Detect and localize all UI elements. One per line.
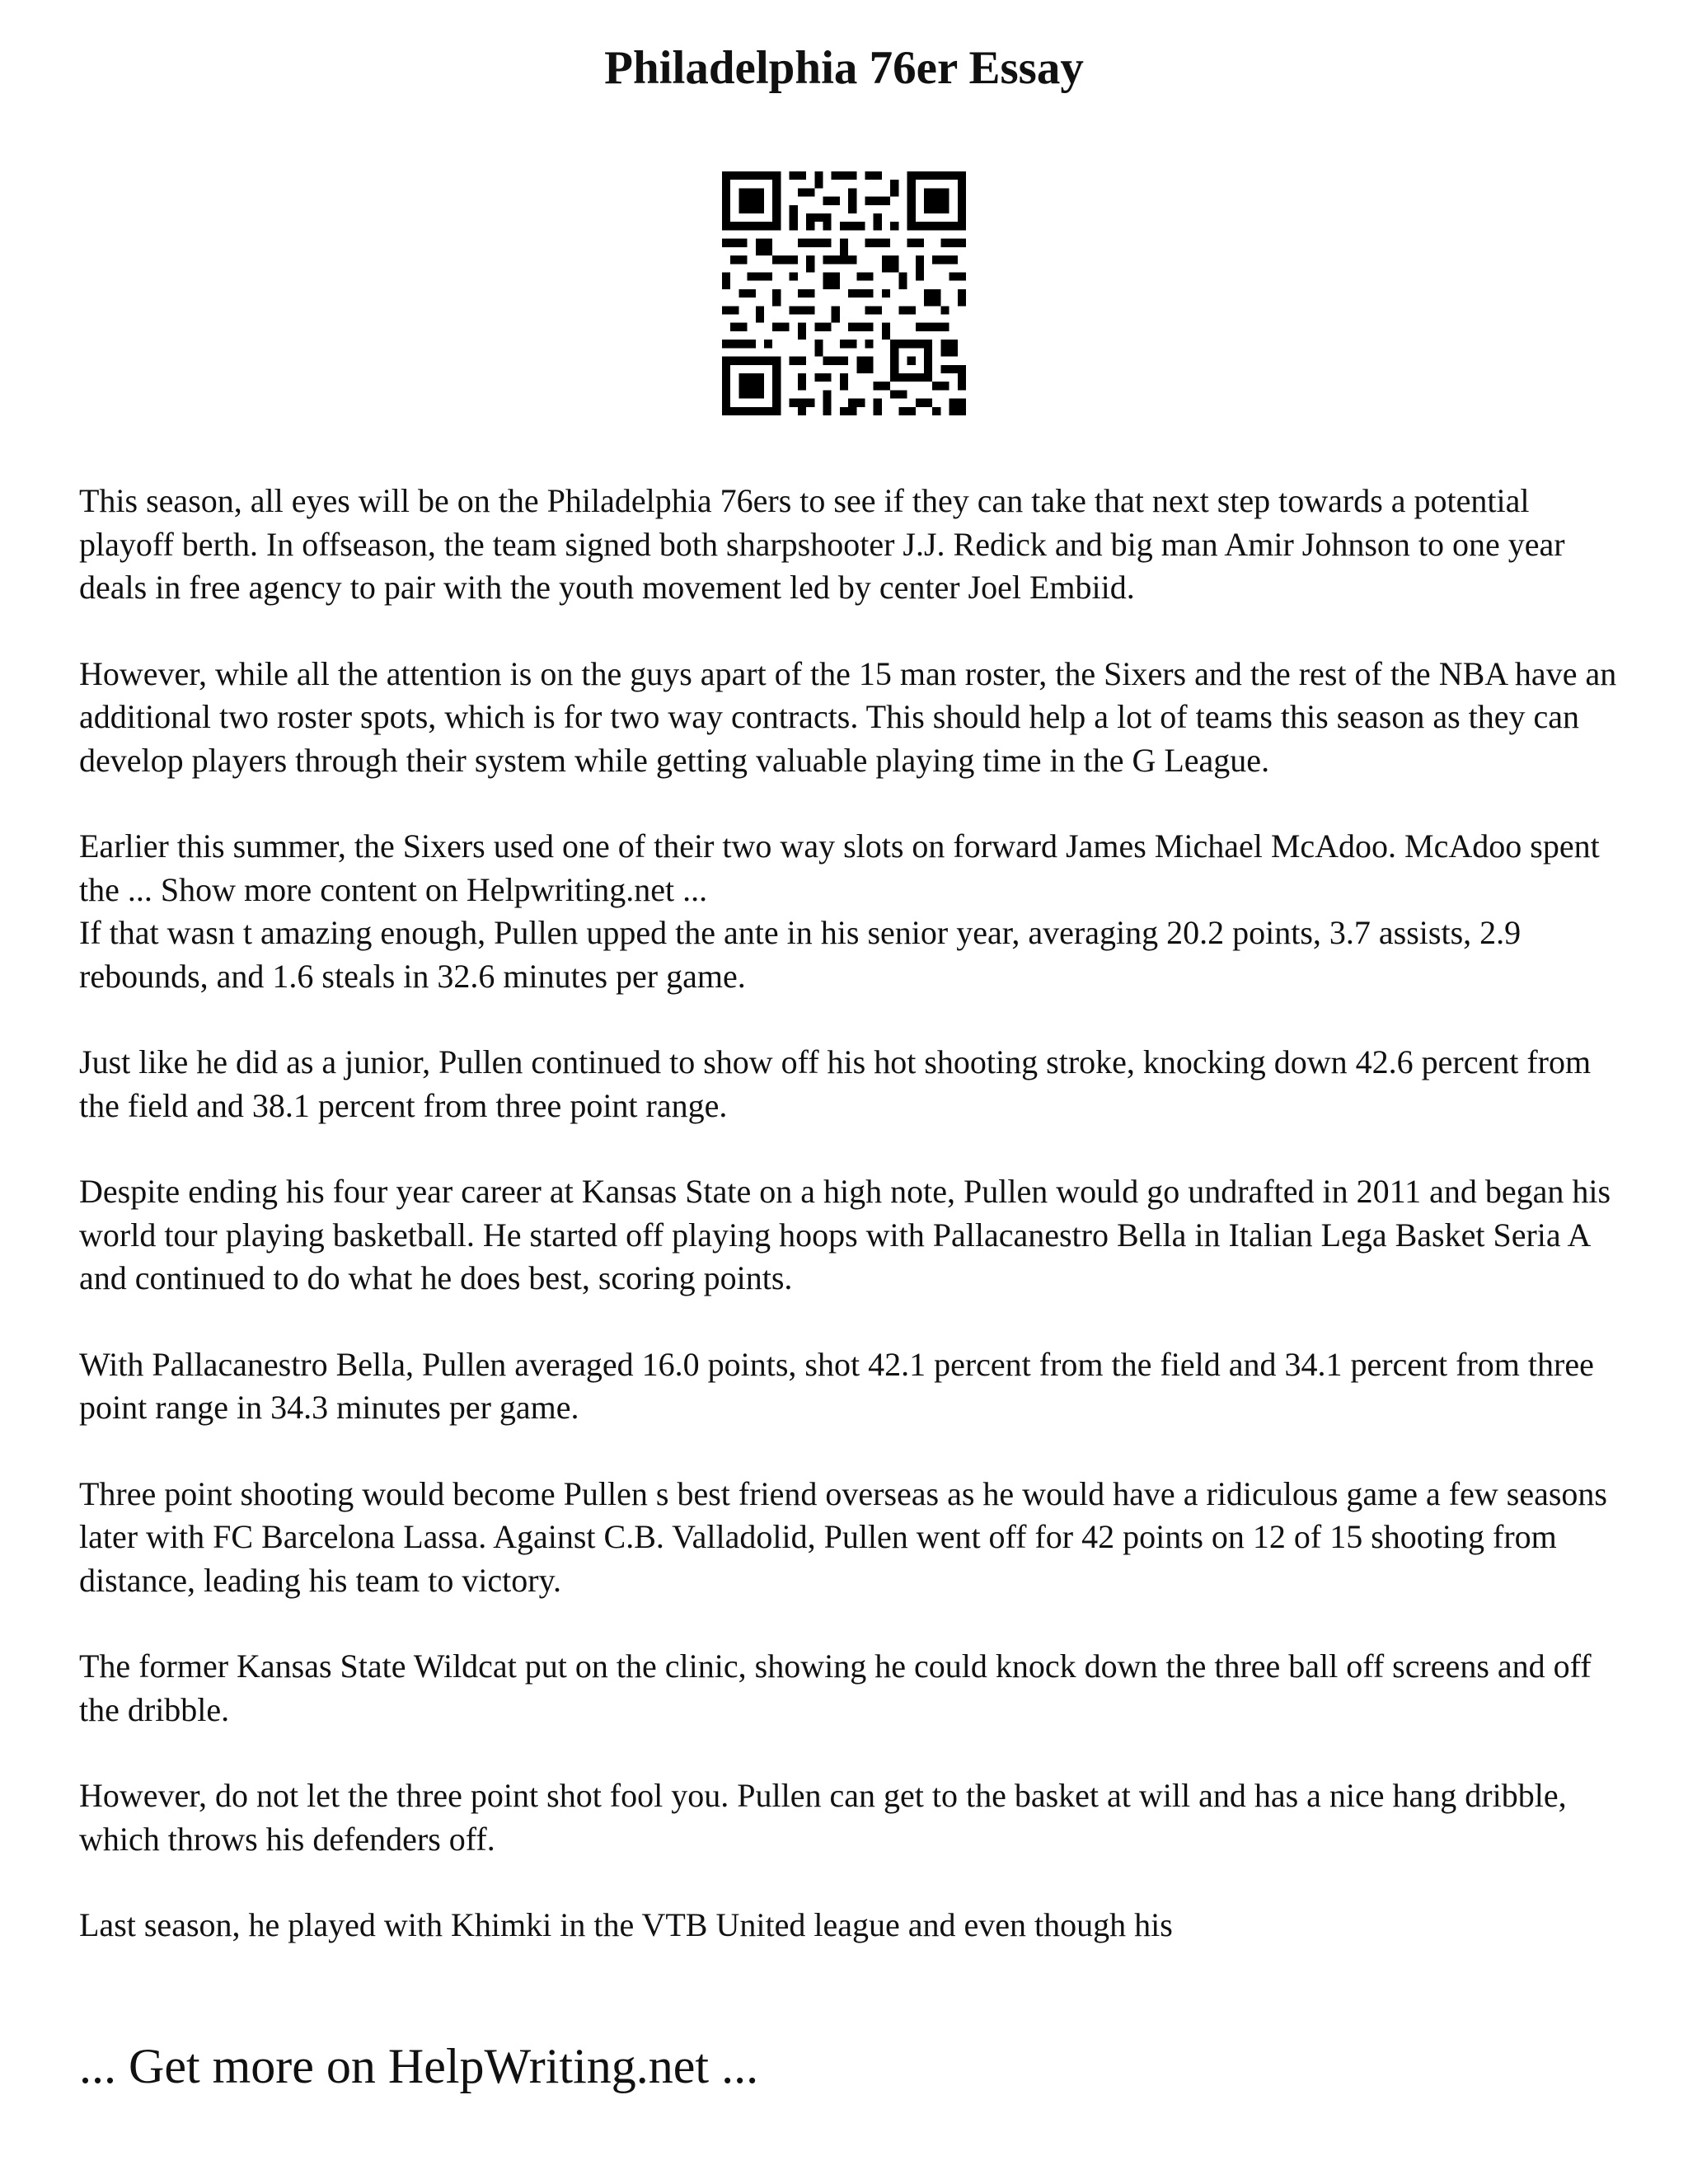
paragraph: Three point shooting would become Pullen s best friend overseas as he would have a ridiculous game a few seasons later with FC Barcelona Lassa. Against C.B. Valladolid, Pullen went off for 42 points on 12 of 15 shooting from distance, leading his team to victory. (79, 1474, 1607, 1599)
paragraph: Just like he did as a junior, Pullen continued to show off his hot shooting stroke, knocking down 42.6 percent from the field and 38.1 percent from three point range. (79, 1043, 1592, 1124)
get-more-link[interactable]: ... Get more on HelpWriting.net ... (79, 2039, 759, 2093)
paragraph: Last season, he played with Khimki in the VTB United league and even though his (79, 1906, 1173, 1943)
paragraph: The former Kansas State Wildcat put on the clinic, showing he could knock down the three ball off screens and off the dribble. (79, 1647, 1592, 1728)
paragraph: If that wasn t amazing enough, Pullen upped the ante in his senior year, averaging 20.2 points, 3.7 assists, 2.9 rebounds, and 1.6 steals in 32.6 minutes per game. (79, 914, 1522, 995)
essay-body (79, 480, 1629, 1990)
paragraph: However, do not let the three point shot fool you. Pullen can get to the basket at will and has a nice hang dribble, which throws his defenders off. (79, 1777, 1567, 1858)
paragraph: However, while all the attention is on the guys apart of the 15 man roster, the Sixers and the rest of the NBA have an additional two roster spots, which is for two way contracts. This should help a lot of teams this season as they can develop players through their system while getting valuable playing time in the G League. (79, 654, 1617, 779)
page-title: Philadelphia 76er Essay (604, 42, 1084, 94)
paragraph: This season, all eyes will be on the Philadelphia 76ers to see if they can take that next step towards a potential playoff berth. In offseason, the team signed both sharpshooter J.J. Redick and big man Amir Johnson to one year deals in free agency to pair with the youth movement led by center Joel Embiid. (79, 482, 1565, 606)
paragraph: Despite ending his four year career at Kansas State on a high note, Pullen would go undrafted in 2011 and began his world tour playing basketball. He started off playing hoops with Pallacanestro Bella in Italian Lega Basket Seria A and continued to do what he does best, scoring points. (79, 1173, 1611, 1296)
paragraph: Earlier this summer, the Sixers used one of their two way slots on forward James Michael McAdoo. McAdoo spent the ... Show more content on Helpwriting.net ... (79, 827, 1600, 908)
paragraph: With Pallacanestro Bella, Pullen averaged 16.0 points, shot 42.1 percent from the field and 34.1 percent from three point range in 34.3 minutes per game. (79, 1345, 1594, 1426)
qr-code-icon[interactable] (722, 171, 966, 415)
